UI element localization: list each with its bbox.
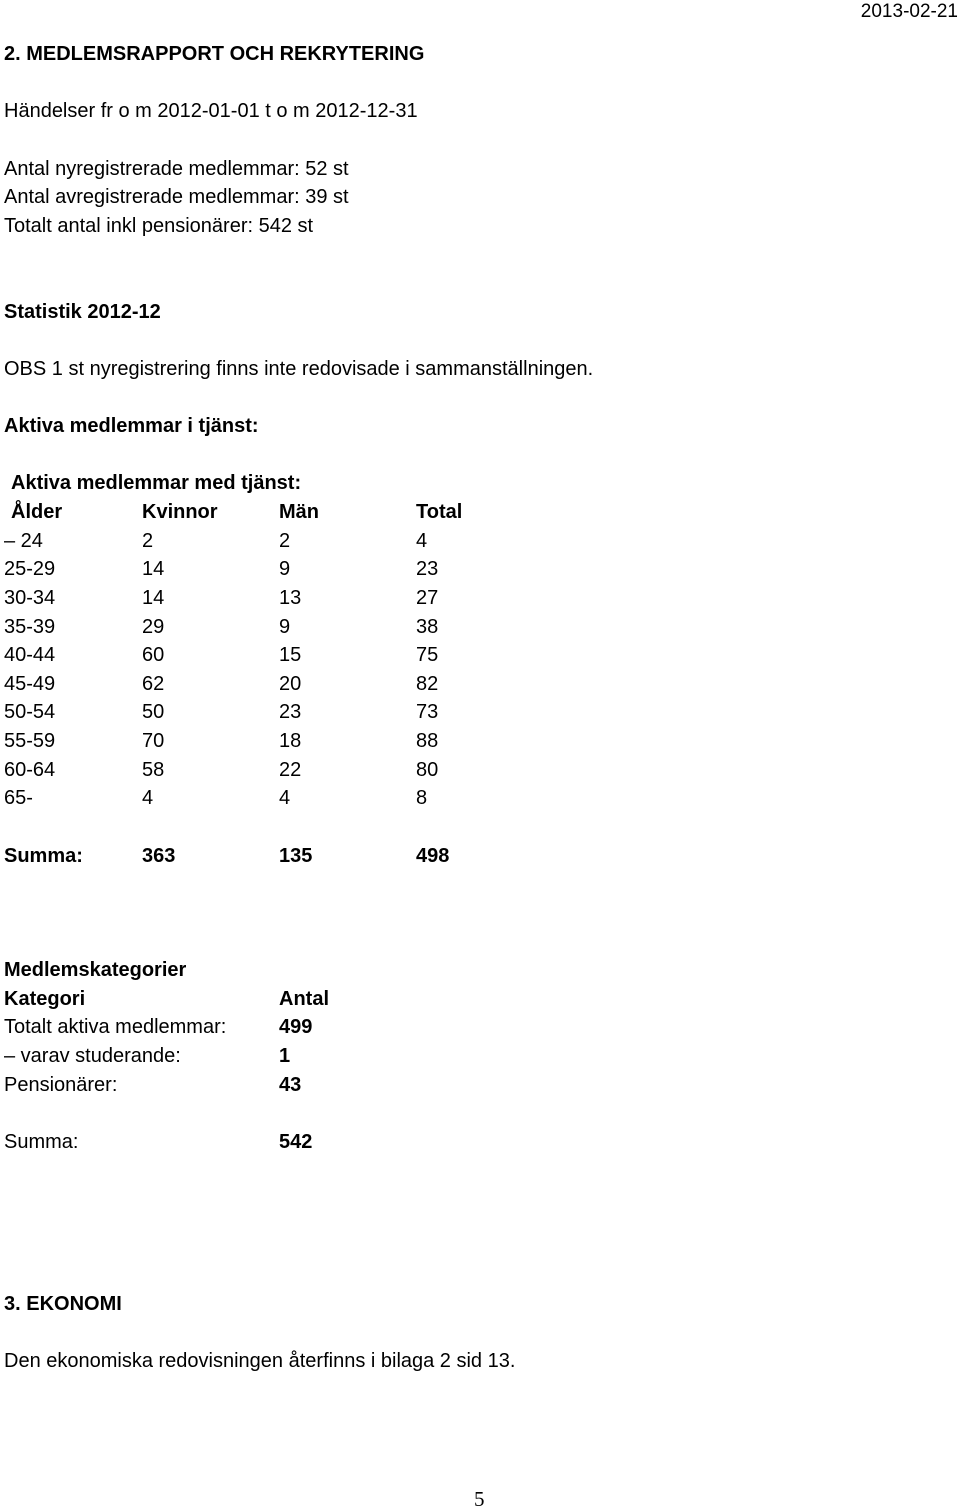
cell-age: 45-49 [4,673,56,695]
header-total: Total [416,501,463,523]
cell-total: 4 [416,530,428,552]
table-row [0,731,960,755]
age-table-title: Aktiva medlemmar med tjänst: [11,472,302,494]
cell-women: 14 [142,558,165,580]
cell-age: – 24 [4,530,43,552]
table-row [0,702,960,726]
stat-line: Antal avregistrerade medlemmar: 39 st [4,186,349,208]
cell-total: 73 [416,701,439,723]
period-line: Händelser fr o m 2012-01-01 t o m 2012-12-31 [4,100,418,122]
sum-label: Summa: [4,845,83,867]
page-number: 5 [474,1487,485,1511]
cell-women: 70 [142,730,165,752]
cell-total: 80 [416,759,439,781]
cell-women: 58 [142,759,165,781]
table-row [0,1046,960,1070]
table-row [0,645,960,669]
cell-age: 25-29 [4,558,56,580]
stats-heading: Statistik 2012-12 [4,301,161,323]
header-count: Antal [279,988,329,1010]
page-date: 2013-02-21 [860,1,958,22]
active-members-heading: Aktiva medlemmar i tjänst: [4,415,259,437]
header-age: Ålder [11,501,63,523]
obs-note: OBS 1 st nyregistrering finns inte redovisade i sammanställningen. [4,358,594,380]
cell-total: 27 [416,587,439,609]
cell-total: 38 [416,616,439,638]
cell-men: 2 [279,530,291,552]
cell-count: 1 [279,1045,291,1067]
cell-women: 4 [142,787,154,809]
sum-men: 135 [279,845,313,867]
section-heading: 2. MEDLEMSRAPPORT OCH REKRYTERING [4,43,425,65]
categories-header-row [0,989,960,1013]
cell-count: 43 [279,1074,302,1096]
table-row [0,617,960,641]
cell-men: 15 [279,644,302,666]
cell-men: 9 [279,616,291,638]
cell-age: 50-54 [4,701,56,723]
table-row [0,674,960,698]
cell-women: 60 [142,644,165,666]
cell-women: 50 [142,701,165,723]
stat-line: Totalt antal inkl pensionärer: 542 st [4,215,314,237]
header-category: Kategori [4,988,86,1010]
table-row [0,788,960,812]
cell-age: 65- [4,787,33,809]
cell-women: 62 [142,673,165,695]
cell-category: Pensionärer: [4,1074,118,1096]
stat-line: Antal nyregistrerade medlemmar: 52 st [4,158,349,180]
cell-women: 29 [142,616,165,638]
section-heading: 3. EKONOMI [4,1293,122,1315]
cell-total: 23 [416,558,439,580]
sum-women: 363 [142,845,176,867]
cell-men: 9 [279,558,291,580]
categories-title: Medlemskategorier [4,959,187,981]
categories-sum-row [0,1132,960,1156]
cell-men: 13 [279,587,302,609]
cell-age: 60-64 [4,759,56,781]
age-table-sum-row [0,846,960,870]
header-men: Män [279,501,319,523]
cell-count: 499 [279,1016,313,1038]
table-row [0,531,960,555]
cell-men: 4 [279,787,291,809]
cell-men: 18 [279,730,302,752]
economy-text: Den ekonomiska redovisningen återfinns i bilaga 2 sid 13. [4,1350,516,1372]
table-row [0,588,960,612]
cell-category: – varav studerande: [4,1045,181,1067]
cell-men: 20 [279,673,302,695]
cell-age: 55-59 [4,730,56,752]
cell-age: 30-34 [4,587,56,609]
cell-total: 82 [416,673,439,695]
age-table-header-row [0,502,960,526]
cell-total: 88 [416,730,439,752]
table-row [0,760,960,784]
sum-total: 498 [416,845,450,867]
cell-men: 22 [279,759,302,781]
table-row [0,1017,960,1041]
table-row [0,559,960,583]
cell-age: 40-44 [4,644,56,666]
cell-men: 23 [279,701,302,723]
cell-category: Totalt aktiva medlemmar: [4,1016,227,1038]
cell-women: 14 [142,587,165,609]
cell-total: 8 [416,787,428,809]
table-row [0,1075,960,1099]
cell-age: 35-39 [4,616,56,638]
header-women: Kvinnor [142,501,218,523]
cell-total: 75 [416,644,439,666]
sum-label: Summa: [4,1131,79,1153]
cell-women: 2 [142,530,154,552]
sum-count: 542 [279,1131,313,1153]
